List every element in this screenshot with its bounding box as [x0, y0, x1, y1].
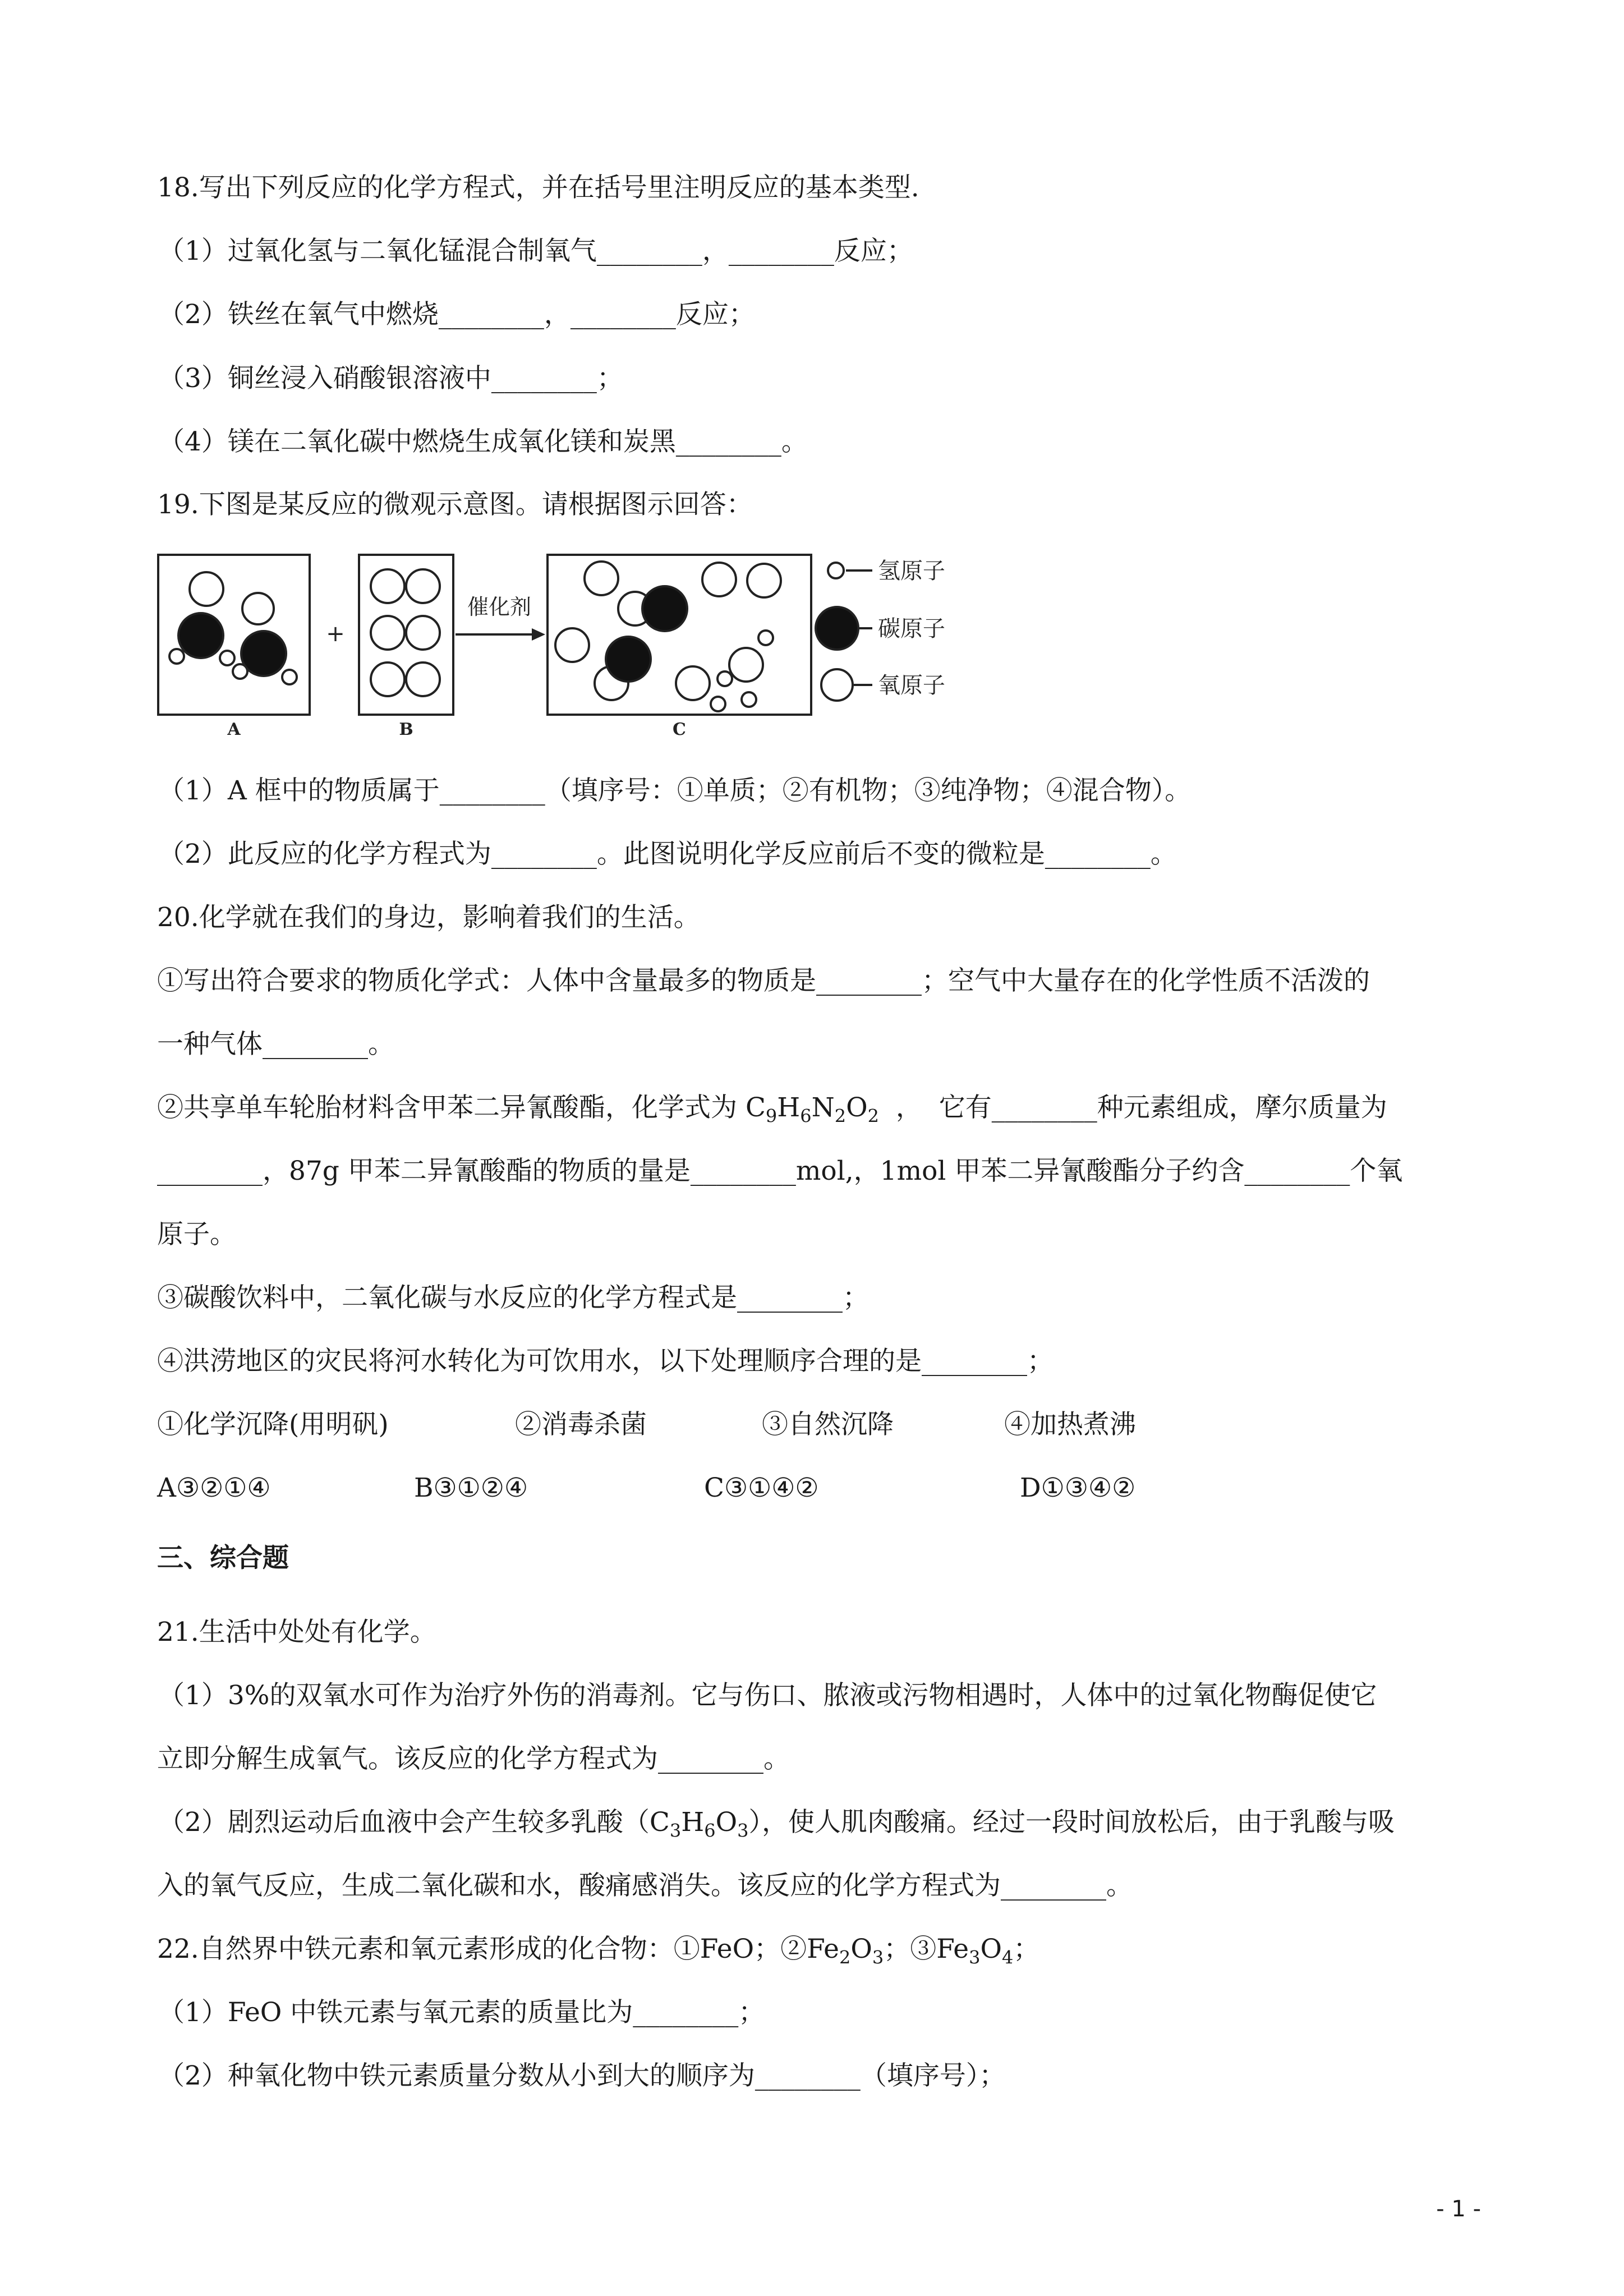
- oxygen-atom: [702, 563, 736, 596]
- q18-part-1: （1）过氧化氢与二氧化锰混合制氧气________，________反应；: [158, 236, 913, 266]
- carbon-atom: [642, 586, 687, 631]
- catalyst-label: 催化剂: [467, 595, 532, 619]
- box-label-c: C: [673, 720, 686, 739]
- oxygen-atom: [585, 562, 618, 595]
- carbon-atom: [178, 613, 223, 658]
- legend-hydrogen-label: 氢原子: [878, 558, 945, 584]
- hydrogen-atom: [711, 697, 725, 711]
- q22-part-1: （1）FeO 中铁元素与氧元素的质量比为________；: [158, 1997, 765, 2028]
- oxygen-atom: [406, 569, 440, 603]
- q21-part-1-line-1: （1）3%的双氧水可作为治疗外伤的消毒剂。它与伤口、脓液或污物相遇时，人体中的过氧化物酶促使它: [158, 1680, 1377, 1711]
- oxygen-atom: [371, 662, 404, 696]
- q20-step-1: ①化学沉降(用明矾): [157, 1409, 389, 1440]
- oxygen-atom: [371, 569, 404, 603]
- box-label-a: A: [227, 720, 241, 739]
- q20-item-2-line-3: 原子。: [157, 1219, 236, 1250]
- oxygen-atom: [676, 666, 710, 700]
- oxygen-atom: [729, 648, 763, 682]
- q20-item-1-line-2: 一种气体________。: [157, 1029, 394, 1060]
- plus-sign: +: [326, 621, 345, 647]
- q18-title: 18.写出下列反应的化学方程式，并在括号里注明反应的基本类型.: [157, 172, 919, 203]
- hydrogen-atom: [717, 671, 732, 686]
- q18-part-4: （4）镁在二氧化碳中燃烧生成氧化镁和炭黑________。: [158, 426, 808, 457]
- reaction-microscopic-diagram: [157, 553, 1010, 743]
- q20-option-d: D①③④②: [1020, 1473, 1136, 1503]
- q21-part-1-line-2: 立即分解生成氧气。该反应的化学方程式为________。: [157, 1743, 790, 1774]
- carbon-atom: [606, 637, 651, 682]
- q18-part-2: （2）铁丝在氧气中燃烧________，________反应；: [158, 299, 755, 330]
- legend-carbon-icon: [816, 607, 858, 650]
- q22-part-2: （2）种氧化物中铁元素质量分数从小到大的顺序为________（填序号）；: [158, 2060, 1006, 2091]
- section-3-heading: 三、综合题: [157, 1543, 289, 1573]
- q19-title: 19.下图是某反应的微观示意图。请根据图示回答：: [157, 489, 753, 520]
- hydrogen-atom: [282, 670, 297, 684]
- oxygen-atom: [371, 616, 404, 650]
- oxygen-atom: [190, 572, 223, 606]
- oxygen-atom: [555, 628, 589, 662]
- legend-oxygen-icon: [821, 669, 853, 701]
- q20-step-4: ④加热煮沸: [1004, 1409, 1136, 1440]
- hydrogen-atom: [742, 692, 756, 707]
- oxygen-atom: [406, 662, 440, 696]
- q20-item-3: ③碳酸饮料中，二氧化碳与水反应的化学方程式是________；: [157, 1282, 869, 1313]
- q18-part-3: （3）铜丝浸入硝酸银溶液中________；: [158, 363, 623, 394]
- q20-title: 20.化学就在我们的身边，影响着我们的生活。: [157, 902, 700, 933]
- hydrogen-atom: [233, 664, 247, 679]
- q19-part-1: （1）A 框中的物质属于________（填序号：①单质；②有机物；③纯净物；④混合物）。: [158, 775, 1191, 806]
- q20-item-1-line-1: ①写出符合要求的物质化学式：人体中含量最多的物质是________；空气中大量存在的化学性质不活泼的: [157, 965, 1370, 996]
- box-label-b: B: [399, 720, 413, 739]
- q20-item-2-line-2: ________，87g 甲苯二异氰酸酯的物质的量是________mol,，1mol 甲苯二异氰酸酯分子约含________个氧: [157, 1156, 1403, 1186]
- q20-step-2: ②消毒杀菌: [515, 1409, 647, 1440]
- q19-part-2: （2）此反应的化学方程式为________。此图说明化学反应前后不变的微粒是________。: [158, 839, 1177, 869]
- legend-hydrogen-icon: [828, 563, 844, 578]
- q20-option-a: A③②①④: [157, 1473, 271, 1503]
- oxygen-atom: [747, 564, 781, 597]
- q20-item-2-line-1: ②共享单车轮胎材料含甲苯二异氰酸酯，化学式为 $C_9H_6N_2O_2$ ， 它有________种元素组成，摩尔质量为: [157, 1092, 1387, 1127]
- legend-oxygen-label: 氧原子: [878, 673, 945, 698]
- q21-part-2-line-1: （2）剧烈运动后血液中会产生较多乳酸$(C_3H_6O_3)$，使人肌肉酸痛。经过一段时间放松后，由于乳酸与吸: [158, 1807, 1395, 1842]
- legend-carbon-label: 碳原子: [878, 616, 945, 642]
- hydrogen-atom: [758, 631, 773, 645]
- oxygen-atom: [242, 593, 274, 624]
- q20-option-b: B③①②④: [414, 1473, 528, 1503]
- oxygen-atom: [406, 616, 440, 650]
- hydrogen-atom: [169, 649, 184, 664]
- q20-option-c: C③①④②: [704, 1473, 819, 1503]
- hydrogen-atom: [220, 651, 234, 665]
- q22-title: 22.自然界中铁元素和氧元素形成的化合物：①FeO；$②Fe_2O_3$；$③Fe_3O_4$；: [157, 1934, 1040, 1968]
- q20-item-4: ④洪涝地区的灾民将河水转化为可饮用水，以下处理顺序合理的是________；: [157, 1346, 1053, 1377]
- q20-step-3: ③自然沉降: [762, 1409, 894, 1440]
- q21-part-2-line-2: 入的氧气反应，生成二氧化碳和水，酸痛感消失。该反应的化学方程式为________。: [157, 1870, 1133, 1901]
- q21-title: 21.生活中处处有化学。: [157, 1617, 436, 1648]
- page-number: - 1 -: [1436, 2196, 1481, 2222]
